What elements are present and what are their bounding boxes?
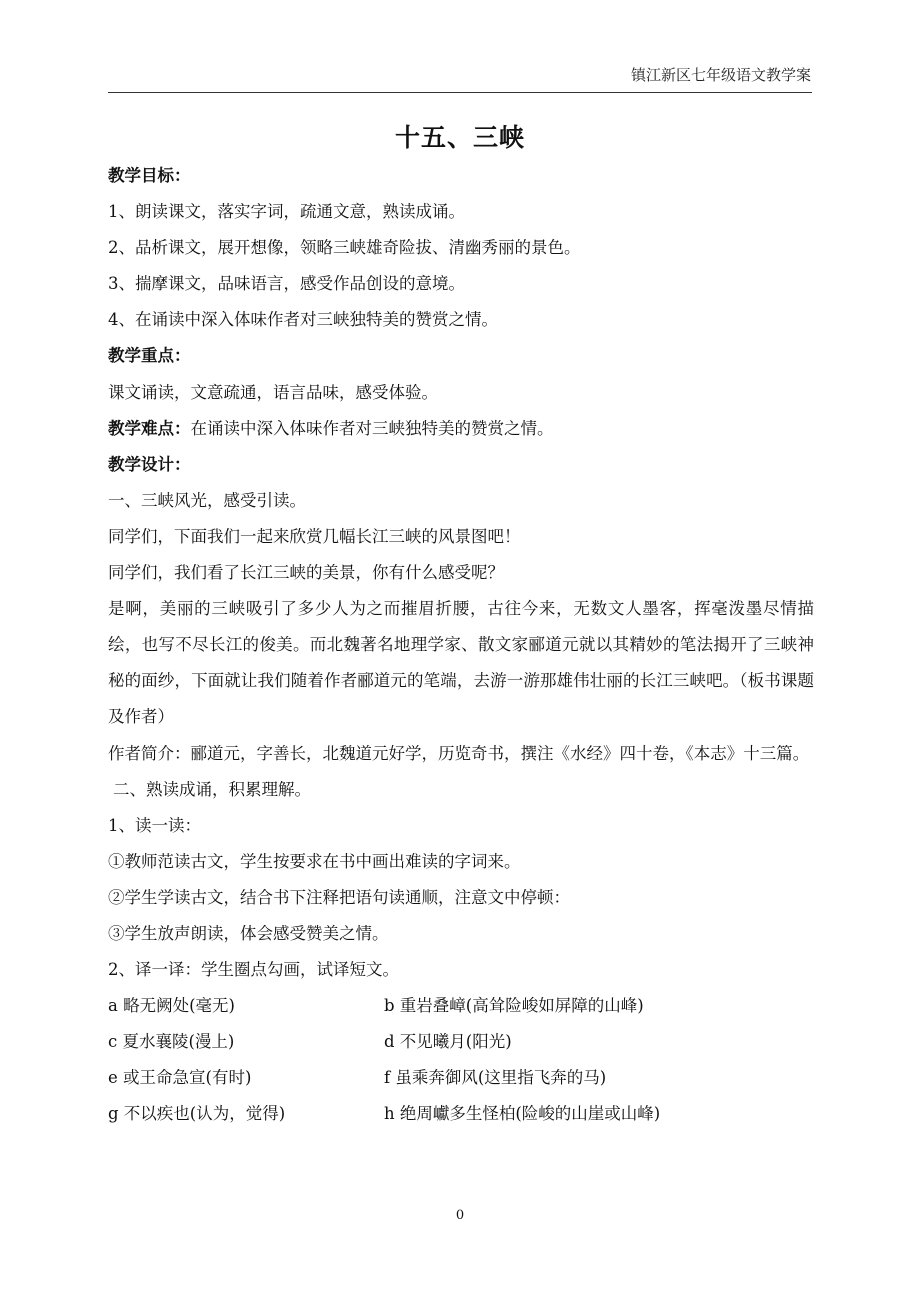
goal-item: 4、在诵读中深入体味作者对三峡独特美的赞赏之情。	[108, 310, 498, 330]
goal-item: 3、揣摩课文，品味语言，感受作品创设的意境。	[108, 274, 465, 294]
read-item: ③学生放声朗读，体会感受赞美之情。	[108, 923, 389, 943]
key-points-heading: 教学重点：	[108, 346, 191, 366]
key-points-text: 课文诵读，文意疏通，语言品味，感受体验。	[108, 382, 438, 402]
paragraph: 同学们，我们看了长江三峡的美景，你有什么感受呢？	[108, 563, 504, 583]
difficulty-label: 教学难点：	[108, 418, 191, 438]
paragraph: 是啊，美丽的三峡吸引了多少人为之而摧眉折腰，古往今来，无数文人墨客，挥毫泼墨尽情描绘，也写不尽长江的俊美。而北魏著名地理学家、散文家郦道元就以其精妙的笔法揭开了三峡神秘的面纱，下面就让我们随着作者郦道元的笔端，去游一游那雄伟壮丽的长江三峡吧。（板书课题及作者）	[108, 599, 814, 727]
glossary-entry: h 绝周巘多生怪柏(险峻的山崖或山峰)	[384, 1104, 661, 1124]
difficulty-line	[108, 411, 814, 447]
document-title: 十五、三峡	[394, 123, 525, 152]
glossary-entry: e 或王命急宣(有时)	[108, 1068, 252, 1088]
glossary-row	[108, 1024, 814, 1060]
subsection-title: 2、译一译：学生圈点勾画，试译短文。	[108, 960, 399, 980]
author-intro: 作者简介：郦道元，字善长，北魏道元好学，历览奇书，撰注《水经》四十卷，《本志》十三篇。	[108, 743, 810, 763]
difficulty-text: 在诵读中深入体味作者对三峡独特美的赞赏之情。	[190, 418, 554, 438]
goal-item: 1、朗读课文，落实字词，疏通文意，熟读成诵。	[108, 202, 465, 222]
design-heading: 教学设计：	[108, 454, 191, 474]
glossary-entry: g 不以疾也(认为，觉得)	[108, 1104, 286, 1124]
glossary-entry: a 略无阙处(毫无)	[108, 996, 235, 1016]
read-item: ①教师范读古文，学生按要求在书中画出难读的字词来。	[108, 851, 521, 871]
glossary-entry: c 夏水襄陵(漫上)	[108, 1032, 235, 1052]
glossary-entry: b 重岩叠嶂(高耸险峻如屏障的山峰)	[384, 996, 644, 1016]
glossary-row	[108, 1060, 814, 1096]
glossary-entry: f 虽乘奔御风(这里指飞奔的马)	[384, 1068, 607, 1088]
glossary-row	[108, 1096, 814, 1132]
glossary-entry: d 不见曦月(阳光)	[384, 1032, 512, 1052]
page-header: 镇江新区七年级语文教学案	[630, 66, 811, 84]
paragraph: 同学们，下面我们一起来欣赏几幅长江三峡的风景图吧！	[108, 526, 521, 546]
section-title: 二、熟读成诵，积累理解。	[113, 779, 311, 799]
read-item: ②学生学读古文，结合书下注释把语句读通顺，注意文中停顿：	[108, 887, 570, 907]
goals-heading: 教学目标：	[108, 166, 191, 185]
page-number: 0	[455, 1208, 465, 1223]
goal-item: 2、品析课文，展开想像，领略三峡雄奇险拔、清幽秀丽的景色。	[108, 238, 581, 258]
document-body	[108, 158, 814, 1133]
subsection-title: 1、读一读：	[108, 815, 201, 835]
header-rule	[108, 92, 812, 93]
glossary-row	[108, 988, 814, 1024]
section-title: 一、三峡风光，感受引读。	[108, 490, 306, 510]
